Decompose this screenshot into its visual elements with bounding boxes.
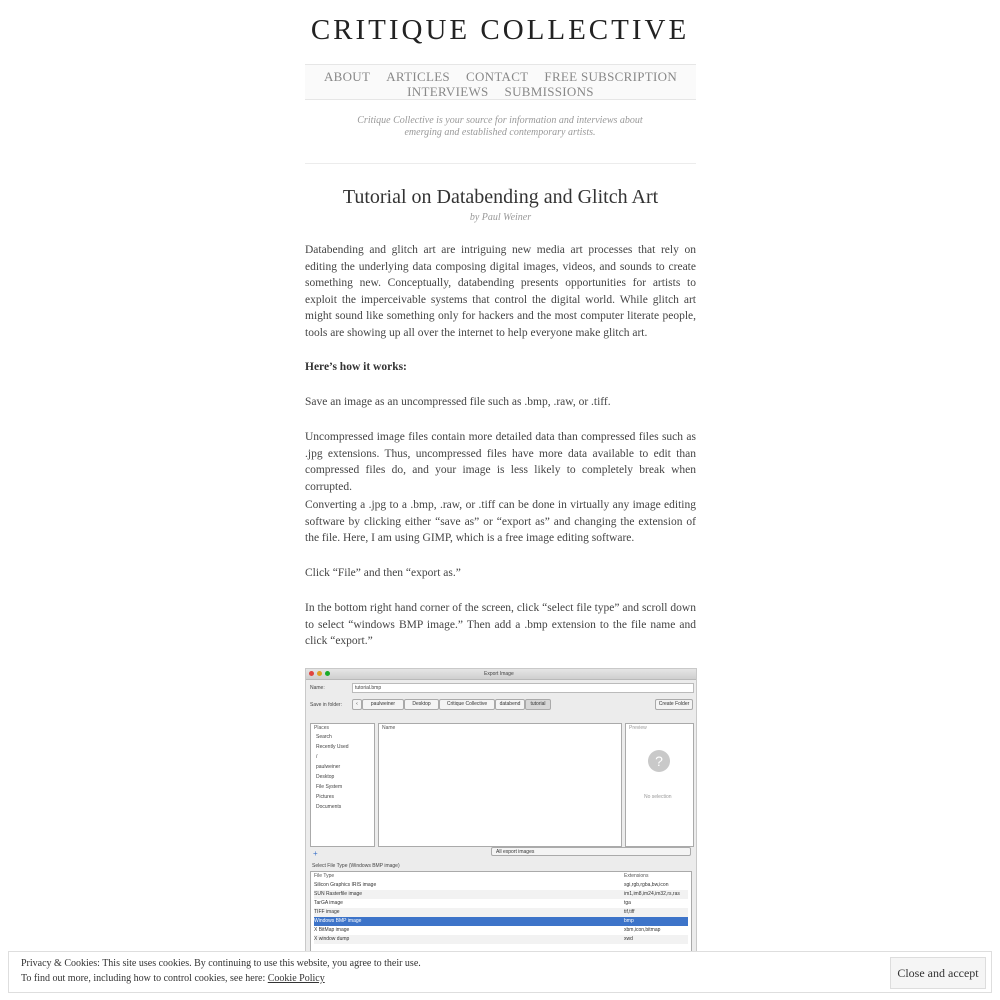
- type-ext: tga: [624, 900, 631, 906]
- preview-pane: [625, 723, 694, 847]
- files-pane: [378, 723, 622, 847]
- path-back-button: ‹: [352, 699, 362, 710]
- post-title[interactable]: Tutorial on Databending and Glitch Art: [342, 186, 659, 208]
- places-root: /: [316, 754, 318, 760]
- list-item: [314, 881, 688, 890]
- how-it-works-heading: Here’s how it works:: [305, 361, 407, 373]
- type-name: TarGA image: [314, 900, 343, 906]
- list-item-selected: [314, 917, 688, 926]
- close-dot-icon: [309, 671, 314, 676]
- places-documents: Documents: [316, 804, 342, 810]
- file-type-list: [310, 871, 692, 958]
- type-name: X window dump: [314, 936, 350, 942]
- places-paulweiner: paulweiner: [316, 764, 341, 770]
- list-item: [314, 899, 688, 908]
- post-paragraph-uncompressed: Uncompressed image files contain more detailed data than compressed files such as .jpg extensions. Thus, uncompressed files have more data available to edit than compressed files do, and your image is less likely to completely break when corrupted.: [305, 431, 696, 493]
- nav-contact[interactable]: CONTACT: [465, 69, 529, 84]
- type-name: X BitMap image: [314, 927, 350, 933]
- type-header: File Type: [314, 873, 335, 879]
- type-name: Silicon Graphics IRIS image: [314, 882, 377, 888]
- cookie-banner: [8, 951, 992, 993]
- type-ext: xbm,icon,bitmap: [624, 927, 661, 933]
- nav-row-1: [305, 69, 696, 84]
- list-item: [314, 935, 688, 944]
- add-place-icon: +: [313, 849, 318, 858]
- file-type-header: [314, 872, 688, 881]
- name-value: tutorial.bmp: [355, 685, 382, 691]
- post-paragraph-click-file: Click “File” and then “export as.”: [305, 567, 461, 579]
- places-recently-used: Recently Used: [316, 744, 349, 750]
- export-dialog-screenshot: [305, 668, 697, 958]
- name-field: [352, 683, 694, 693]
- type-ext: xwd: [624, 936, 633, 942]
- name-header: Name: [382, 725, 396, 731]
- select-file-type-toggle: Select File Type (Windows BMP image): [312, 863, 400, 869]
- post-paragraph-converting: Converting a .jpg to a .bmp, .raw, or .tiff can be done in virtually any image editing software by clicking either “save as” or “export as” and changing the extension of the file. Here, I am using GIMP, which is a free image editing software.: [305, 499, 696, 544]
- path-tutorial: tutorial: [525, 699, 551, 710]
- name-label: Name:: [310, 685, 325, 691]
- zoom-dot-icon: [325, 671, 330, 676]
- type-ext: tif,tiff: [624, 909, 635, 915]
- type-name: Windows BMP image: [314, 918, 362, 924]
- places-pictures: Pictures: [316, 794, 335, 800]
- cookie-text: Privacy & Cookies: This site uses cookies. By continuing to use this website, you agree to their use.: [21, 958, 421, 969]
- places-search: Search: [316, 734, 332, 740]
- path-critique-collective: Critique Collective: [439, 699, 495, 710]
- nav-submissions[interactable]: SUBMISSIONS: [504, 84, 594, 99]
- list-item: [314, 890, 688, 899]
- cookie-policy-link[interactable]: Cookie Policy: [267, 973, 325, 984]
- site-tagline: Critique Collective is your source for information and interviews about emerging and established contemporary artists.: [357, 115, 643, 138]
- post-paragraph-intro: Databending and glitch art are intriguing new media art processes that rely on editing the underlying data composing digital images, videos, and sounds to create something new. Conceptually, databending presents opportunities for artists to exploit the imperceivable systems that control the digital world. While glitch art might sound like something only for hackers and the most computer literate people, tools are showing up all over the internet to help everyone make glitch art.: [305, 244, 696, 339]
- places-desktop: Desktop: [316, 774, 335, 780]
- save-in-label: Save in folder:: [310, 702, 342, 708]
- post-subheading: [305, 359, 696, 376]
- no-selection-text: No selection: [644, 794, 672, 800]
- nav-about[interactable]: ABOUT: [323, 69, 371, 84]
- path-paulweiner: paulweiner: [362, 699, 404, 710]
- type-ext: bmp: [624, 918, 634, 924]
- type-name: TIFF image: [314, 909, 340, 915]
- create-folder-button: Create Folder: [655, 699, 693, 710]
- nav-free-subscription[interactable]: FREE SUBSCRIPTION: [544, 69, 678, 84]
- main-navigation: [305, 64, 696, 100]
- cookie-more-prefix: To find out more, including how to control cookies, see here:: [21, 973, 268, 984]
- post-byline[interactable]: by Paul Weiner: [469, 212, 532, 223]
- type-ext: im1,im8,im24,im32,rs,ras: [624, 891, 680, 897]
- ext-header: Extensions: [624, 873, 649, 879]
- nav-row-2: [305, 84, 696, 99]
- post-paragraph-select-type: In the bottom right hand corner of the screen, click “select file type” and scroll down to select “windows BMP image.” Then add a .bmp extension to the file name and click “export.”: [305, 602, 696, 647]
- minimize-dot-icon: [317, 671, 322, 676]
- places-pane: [310, 723, 375, 847]
- dialog-titlebar: [306, 669, 696, 680]
- dialog-title: Export Image: [484, 671, 514, 677]
- nav-articles[interactable]: ARTICLES: [386, 69, 450, 84]
- path-databend: databend: [495, 699, 525, 710]
- post-paragraph-step1: Save an image as an uncompressed file such as .bmp, .raw, or .tiff.: [305, 396, 611, 408]
- preview-header: Preview: [629, 725, 647, 731]
- site-title[interactable]: CRITIQUE COLLECTIVE: [310, 14, 690, 46]
- places-file-system: File System: [316, 784, 343, 790]
- filter-dropdown: All export images: [491, 847, 691, 856]
- cookie-more-text: [21, 973, 325, 984]
- question-icon: ?: [648, 750, 670, 772]
- type-ext: sgi,rgb,rgba,bw,icon: [624, 882, 669, 888]
- list-item: [314, 908, 688, 917]
- path-desktop: Desktop: [404, 699, 439, 710]
- nav-interviews[interactable]: INTERVIEWS: [407, 84, 489, 99]
- close-and-accept-button[interactable]: Close and accept: [890, 957, 986, 989]
- list-item: [314, 926, 688, 935]
- places-header: Places: [314, 725, 330, 731]
- type-name: SUN Rasterfile image: [314, 891, 363, 897]
- divider: [305, 163, 696, 164]
